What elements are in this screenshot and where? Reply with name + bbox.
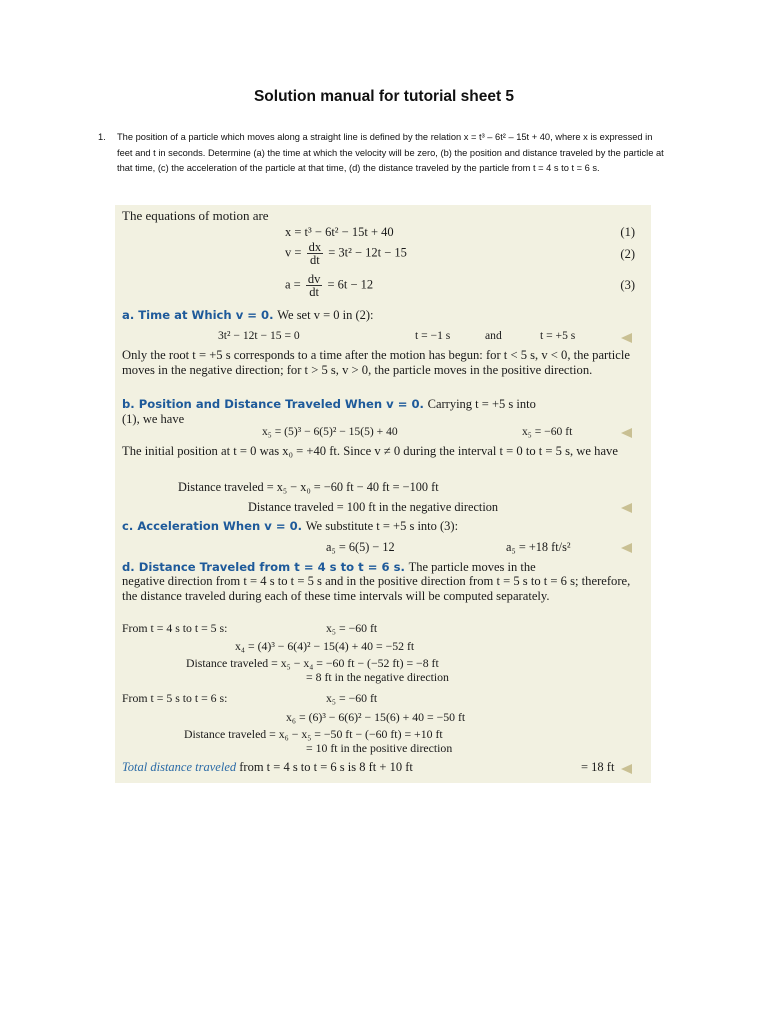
part-b-explanation: The initial position at t = 0 was x₀ = +40 ft. Since v ≠ 0 during the interval t = 0 to t = 5 s, we have: [122, 444, 618, 458]
problem-text: The position of a particle which moves along a straight line is defined by the relation x = t³ – 6t² – 15t + 40, where x is expressed in feet and t in seconds. Determine (a) the time at which the velocity will be zero, (b) the position and distance traveled by the particle at that time, (c) the acceleration of the particle at that time, (d) the distance traveled by the particle from t = 4 s to t = 6 s.: [117, 132, 664, 174]
part-d-heading-row: [122, 560, 536, 575]
problem-statement: [98, 130, 664, 177]
part-a-root-1: t = −1 s: [415, 329, 451, 342]
part-a-and: and: [485, 329, 502, 342]
part-d-distance-2-note: = 10 ft in the positive direction: [306, 741, 453, 755]
equations-intro: The equations of motion are: [122, 208, 269, 223]
result-arrow-icon: [621, 503, 632, 513]
part-d-distance-1-note: = 8 ft in the negative direction: [306, 670, 449, 684]
part-c-text: We substitute t = +5 s into (3):: [305, 519, 459, 533]
part-c-heading-row: [122, 519, 458, 534]
solution-panel: [115, 205, 651, 783]
part-d-explanation: negative direction from t = 4 s to t = 5 s and in the positive direction from t = 5 s to t = 6 s; therefore, the distance traveled during each of these time intervals will be computed separately.: [122, 574, 631, 603]
part-a-explanation: Only the root t = +5 s corresponds to a time after the motion has begun: for t < 5 s, v < 0, the particle moves in the negative direction; for t > 5 s, v > 0, the particle moves in the positive direction.: [122, 348, 630, 377]
part-c-acceleration-result: a₅ = +18 ft/s²: [506, 540, 571, 554]
part-b-text: Carrying t = +5 s into: [427, 397, 536, 411]
part-a-root-2: t = +5 s: [540, 329, 576, 342]
part-a-heading-row: [122, 308, 374, 323]
result-arrow-icon: [621, 333, 632, 343]
total-distance-result: = 18 ft: [581, 760, 615, 774]
part-b-position-result: x₅ = −60 ft: [522, 425, 573, 438]
part-a-quadratic: 3t² − 12t − 15 = 0: [218, 329, 300, 342]
part-d-x5-second: x₅ = −60 ft: [326, 691, 378, 705]
equation-velocity: v = $\frac{dx}{dt}$ = 3t² − 12t − 15: [285, 240, 407, 267]
part-c-acceleration-eq: a₅ = 6(5) − 12: [326, 540, 395, 554]
equation-number-1: (1): [620, 225, 635, 239]
part-b-distance-eq: Distance traveled = x₅ − x₀ = −60 ft − 40 ft = −100 ft: [178, 480, 439, 494]
part-d-distance-1: Distance traveled = x₅ − x₄ = −60 ft − (−52 ft) = −8 ft: [186, 656, 439, 670]
part-d-interval-1: From t = 4 s to t = 5 s:: [122, 621, 228, 635]
problem-number: 1.: [98, 132, 106, 142]
result-arrow-icon: [621, 543, 632, 553]
part-d-x5-first: x₅ = −60 ft: [326, 621, 378, 635]
total-distance-line: [122, 760, 413, 775]
result-arrow-icon: [621, 428, 632, 438]
part-b-distance-result: Distance traveled = 100 ft in the negative direction: [248, 500, 499, 514]
part-c-heading: c. Acceleration When v = 0.: [122, 519, 303, 533]
part-d-distance-2: Distance traveled = x₆ − x₅ = −50 ft − (−60 ft) = +10 ft: [184, 727, 443, 741]
part-b-position-eq: x₅ = (5)³ − 6(5)² − 15(5) + 40: [262, 425, 398, 438]
part-d-heading: d. Distance Traveled from t = 4 s to t = 6 s.: [122, 560, 405, 574]
part-a-text: We set v = 0 in (2):: [277, 308, 374, 322]
result-arrow-icon: [621, 764, 632, 774]
part-d-x6-eq: x₆ = (6)³ − 6(6)² − 15(6) + 40 = −50 ft: [286, 710, 466, 724]
equation-position: x = t³ − 6t² − 15t + 40: [285, 225, 394, 239]
part-d-interval-2: From t = 5 s to t = 6 s:: [122, 691, 228, 705]
part-b-heading-row: [122, 397, 536, 412]
part-b-heading: b. Position and Distance Traveled When v = 0.: [122, 397, 424, 411]
total-distance-label: Total distance traveled: [122, 760, 237, 774]
equation-number-2: (2): [620, 247, 635, 261]
part-d-text: The particle moves in the: [408, 560, 536, 574]
total-distance-text: from t = 4 s to t = 6 s is 8 ft + 10 ft: [239, 760, 413, 774]
equation-acceleration: a = $\frac{dv}{dt}$ = 6t − 12: [285, 272, 374, 299]
part-a-heading: a. Time at Which v = 0.: [122, 308, 274, 322]
part-b-text-2: (1), we have: [122, 412, 185, 426]
page-title: Solution manual for tutorial sheet 5: [253, 88, 515, 105]
part-d-x4-eq: x₄ = (4)³ − 6(4)² − 15(4) + 40 = −52 ft: [235, 639, 415, 653]
equation-number-3: (3): [620, 278, 635, 292]
